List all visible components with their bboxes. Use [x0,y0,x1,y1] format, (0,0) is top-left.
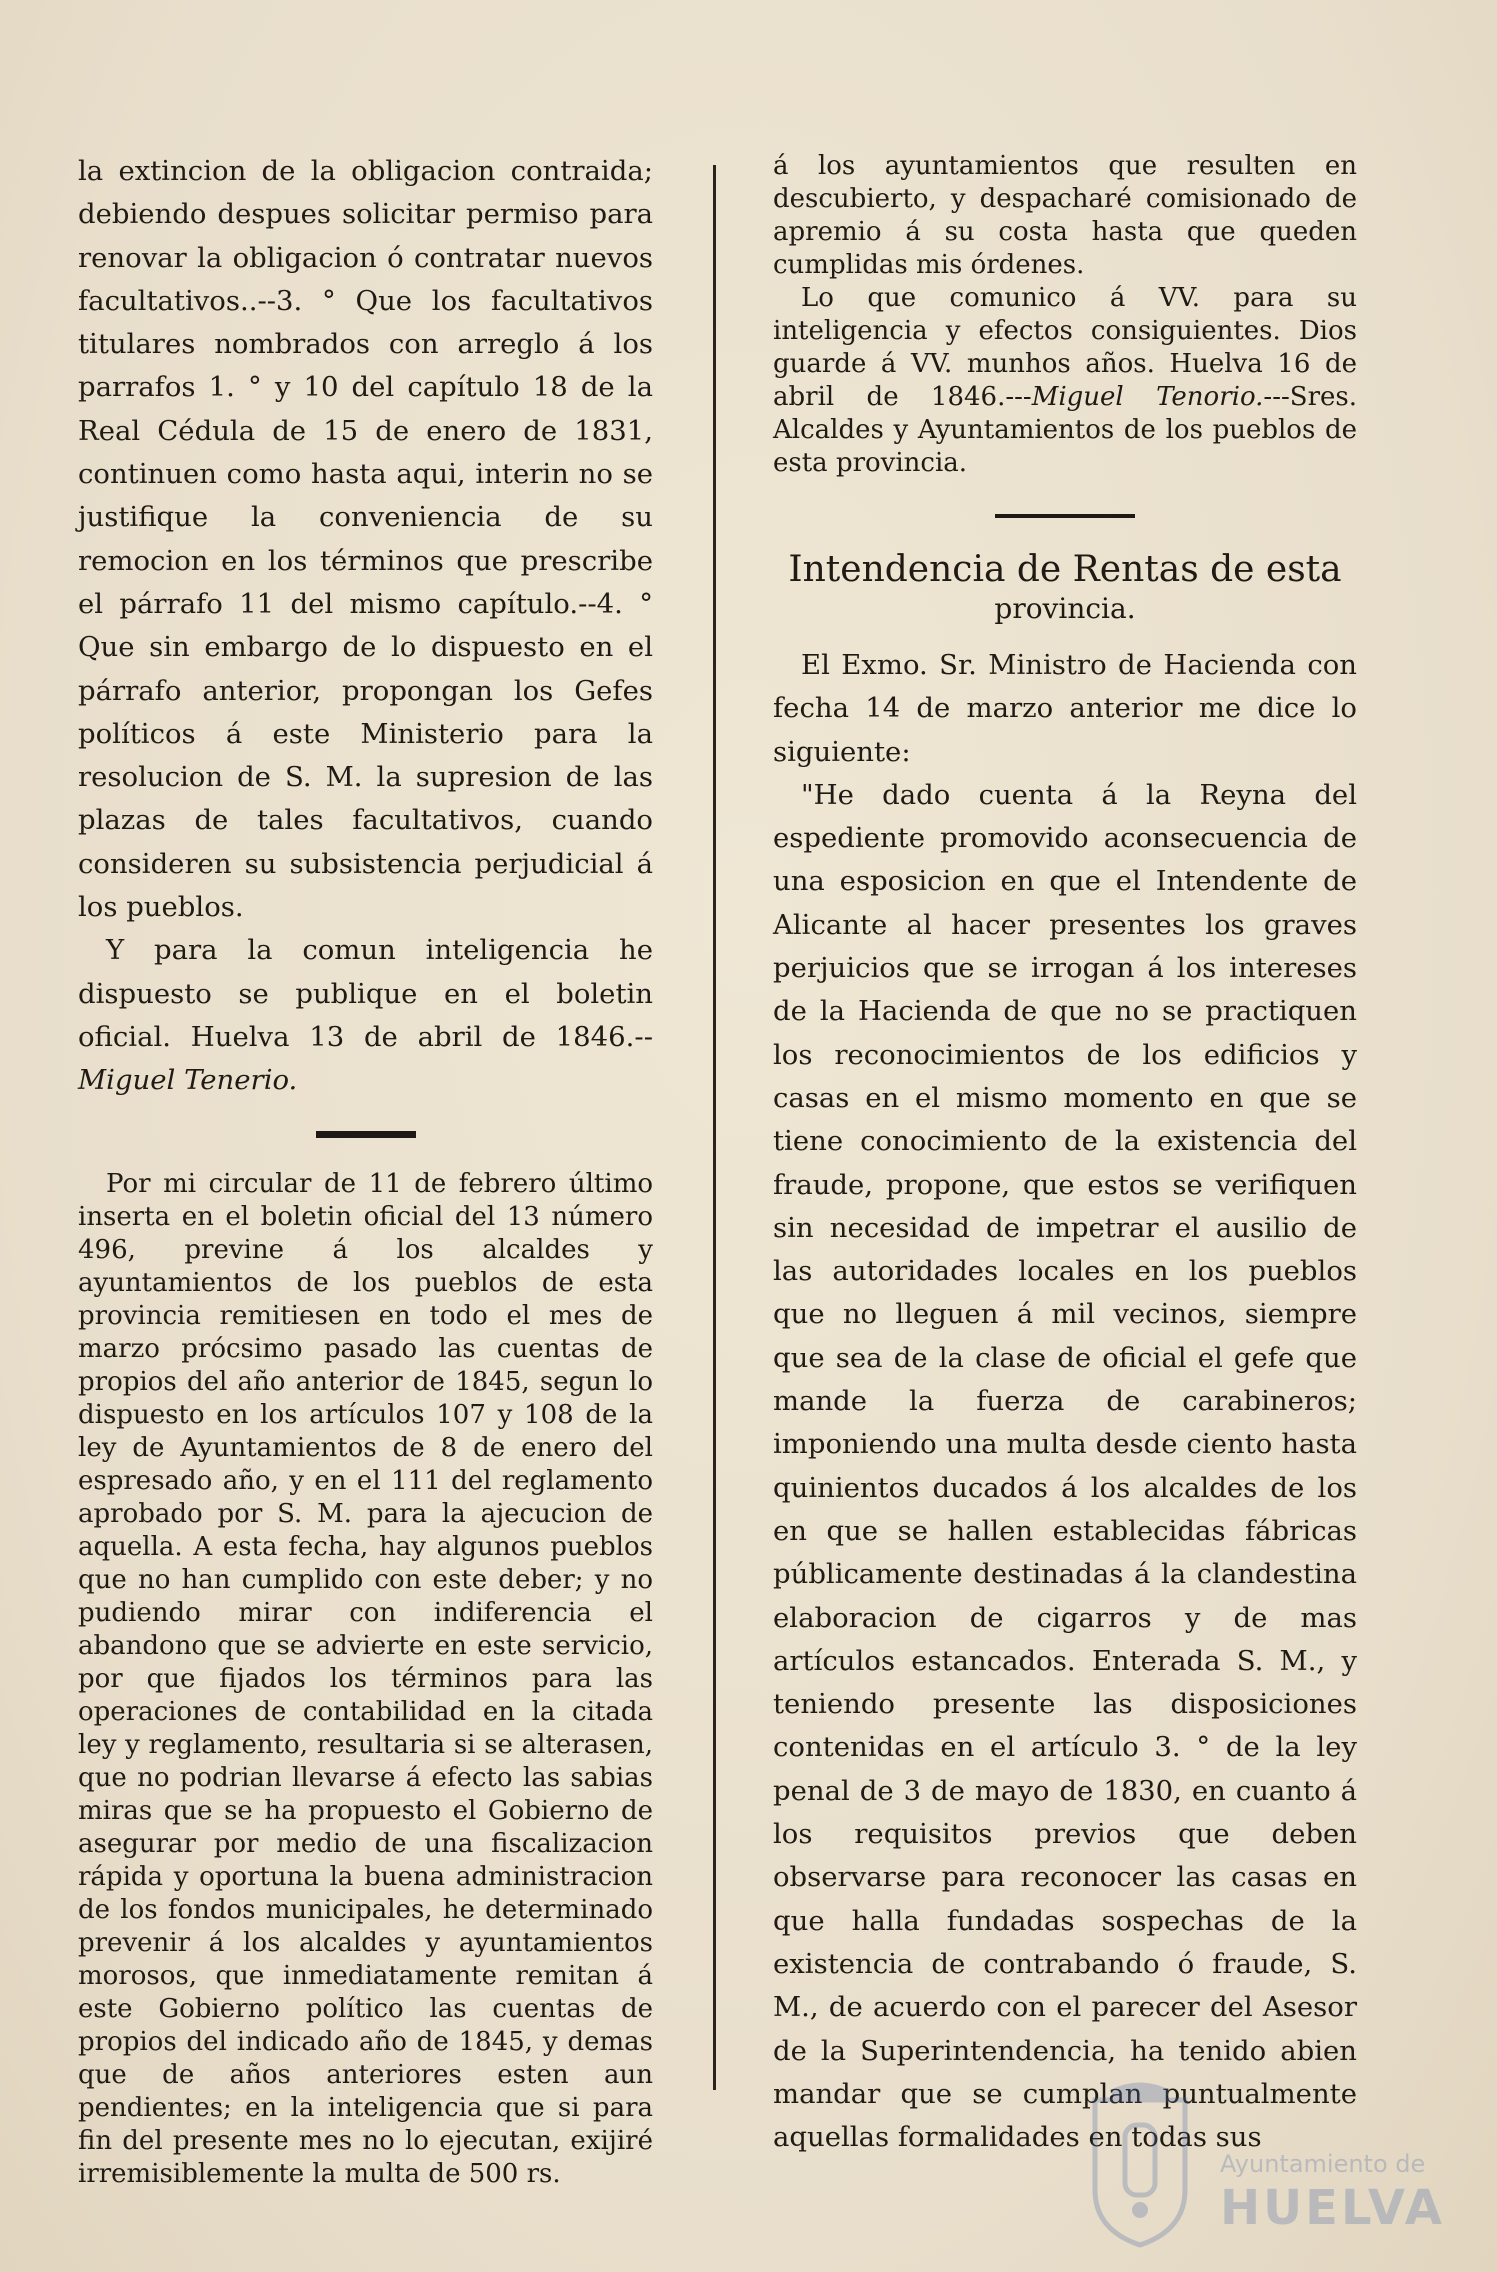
watermark-line-1: Ayuntamiento de [1220,2150,1426,2178]
left-signature: Miguel Tenerio. [78,1064,298,1097]
left-paragraph-publication [78,929,653,1102]
left-paragraph-circular: Por mi circular de 11 de febrero último inserta en el boletin oficial del 13 número 496, previne á los alcaldes y ayuntamientos de los pueblos de esta provincia remitiesen en todo el mes de marzo prócsimo pasado las cuentas de propios del año anterior de 1845, segun lo dispuesto en los artículos 107 y 108 de la ley de Ayuntamientos de 8 de enero del espresado año, y en el 111 del reglamento aprobado por S. M. para la ajecucion de aquella. A esta fecha, hay algunos pueblos que no han cumplido con este deber; y no pudiendo mirar con indiferencia el abandono que se advierte en este servicio, por que fijados los términos para las operaciones de contabilidad en la citada ley y reglamento, resultaria si se alterasen, que no podrian llevarse á efecto las sabias miras que se ha propuesto el Gobierno de asegurar por medio de una fiscalizacion rápida y oportuna la buena administracion de los fondos municipales, he determinado prevenir á los alcaldes y ayuntamientos morosos, que inmediatamente remitan á este Gobierno político las cuentas de propios del indicado año de 1845, y demas que de años anteriores esten aun pendientes; en la inteligencia que si para fin del presente mes no lo ejecutan, exijiré irremisiblemente la multa de 500 rs. [78,1168,653,2189]
left-publication-text: Y para la comun inteligencia he dispuesto se publique en el boletin oficial. Huelva 13 de abril de 1846.-- [78,934,653,1053]
left-dense-block [78,1168,653,2191]
right-signature: Miguel Tenorio. [1031,382,1264,412]
left-separator [316,1131,416,1138]
watermark-line-2: HUELVA [1220,2180,1445,2236]
watermark-seal [1085,2080,1445,2250]
right-paragraph-minister: El Exmo. Sr. Ministro de Hacienda con fecha 14 de marzo anterior me dice lo siguiente: [773,649,1357,768]
right-separator [995,514,1135,518]
right-column [773,150,1357,2159]
right-communication-tail: ---Sres. Alcaldes y Ayuntamientos de los pueblos de esta provincia. [773,382,1357,478]
column-divider [713,165,716,2090]
left-paragraph-continuation: la extincion de la obligacion contraida; debiendo despues solicitar permiso para renovar la obligacion ó contratar nuevos facultativos..--3. ° Que los facultativos titulares nombrados con arreglo á los parrafos 1. ° y 10 del capítulo 18 de la Real Cédula de 15 de enero de 1831, continuen como hasta aqui, interin no se justifique la conveniencia de su remocion en los términos que prescribe el párrafo 11 del mismo capítulo.--4. ° Que sin embargo de lo dispuesto en el párrafo anterior, propongan los Gefes políticos á este Ministerio para la resolucion de S. M. la supresion de las plazas de tales facultativos, cuando consideren su subsistencia perjudicial á los pueblos. [78,155,653,924]
right-communication-text: Lo que comunico á VV. para su inteligencia y efectos consiguientes. Dios guarde á VV. munhos años. Huelva 16 de abril de 1846.--- [773,283,1357,412]
right-paragraph-communication [773,282,1357,480]
shield-icon [1085,2080,1195,2250]
left-column [78,150,653,2191]
right-dense-block [773,150,1357,480]
section-subheading: provincia. [994,592,1136,625]
right-paragraph-continuation: á los ayuntamientos que resulten en descubierto, y despacharé comisionado de apremio á su costa hasta que queden cumplidas mis órdenes. [773,151,1357,280]
right-paragraph-quote: "He dado cuenta á la Reyna del espediente promovido aconsecuencia de una esposicion en que el Intendente de Alicante al hacer presentes los graves perjuicios que se irrogan á los intereses de la Hacienda de que no se practiquen los reconocimientos de los edificios y casas en el mismo momento en que se tiene conocimiento de la existencia del fraude, propone, que estos se verifiquen sin necesidad de impetrar el ausilio de las autoridades locales en los pueblos que no lleguen á mil vecinos, siempre que sea de la clase de oficial el gefe que mande la fuerza de carabineros; imponiendo una multa desde ciento hasta quinientos ducados á los alcaldes de los en que se hallen establecidas fábricas públicamente destinadas á la clandestina elaboracion de cigarros y de mas artículos estancados. Enterada S. M., y teniendo presente las disposiciones contenidas en el artículo 3. ° de la ley penal de 3 de mayo de 1830, en cuanto á los requisitos previos que deben observarse para reconocer las casas en que halla fundadas sospechas de la existencia de contrabando ó fraude, S. M., de acuerdo con el parecer del Asesor de la Superintendencia, ha tenido abien mandar que se cumplan puntualmente aquellas formalidades en todas sus [773,778,1357,2154]
section-heading: Intendencia de Rentas de esta [788,549,1342,590]
